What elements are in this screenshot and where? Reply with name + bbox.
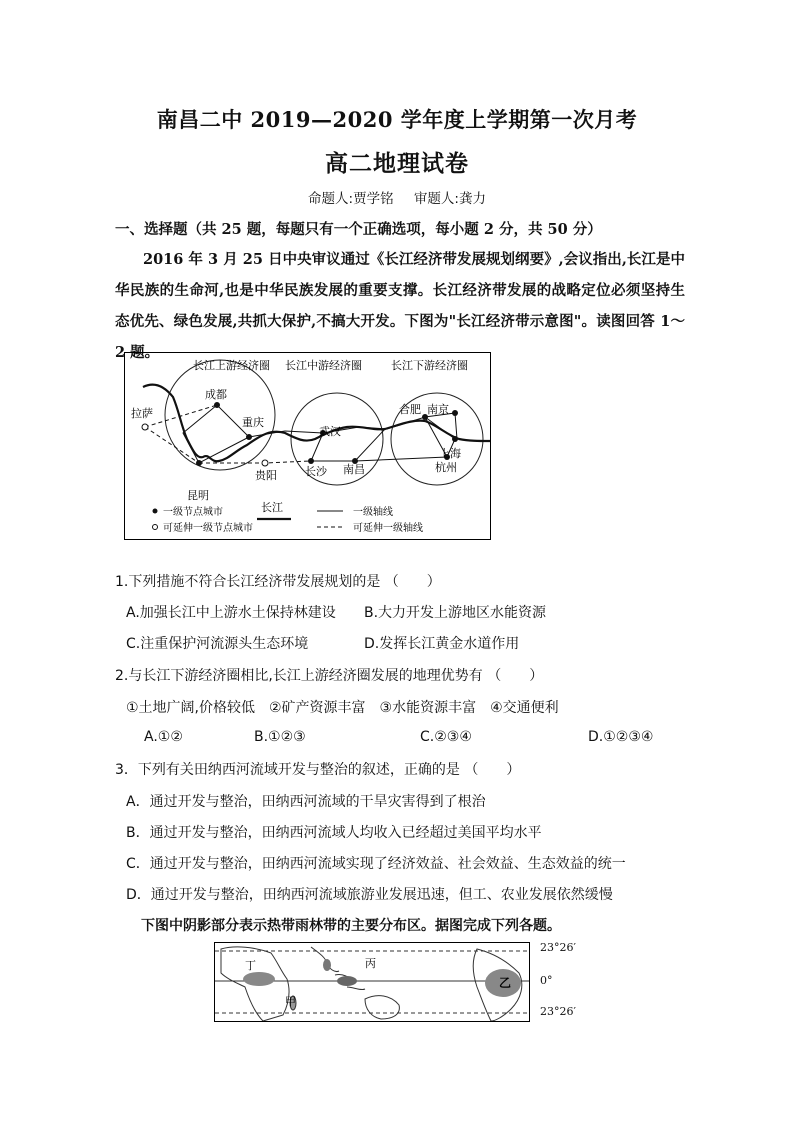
question-3-stem: 3．下列有关田纳西河流域开发与整治的叙述，正确的是 （ ） <box>115 762 521 778</box>
hefei-label: 合肥 <box>399 403 421 416</box>
kunming-label: 昆明 <box>187 489 209 502</box>
legend-river-label: 长江 <box>261 501 283 514</box>
lat-label-top: 23°26′ <box>540 941 576 954</box>
question-2-option-d: D.①②③④ <box>588 729 654 745</box>
se-asia-rainforest <box>337 976 357 986</box>
rainforest-intro: 下图中阴影部分表示热带雨林带的主要分布区。据图完成下列各题。 <box>141 918 561 934</box>
lasa-label: 拉萨 <box>131 407 153 420</box>
lat-label-bottom: 23°26′ <box>540 1005 576 1018</box>
question-3-option-d: D．通过开发与整治，田纳西河流域旅游业发展迅速，但工、农业发展依然缓慢 <box>126 887 613 903</box>
wuhan-label: 武汉 <box>319 425 341 438</box>
indochina-rainforest <box>323 959 331 971</box>
question-1-option-c: C.注重保护河流源头生态环境 <box>126 636 309 652</box>
legend-axis-label: 一级轴线 <box>353 507 393 518</box>
question-2-stem: 2.与长江下游经济圈相比,长江上游经济圈发展的地理优势有 （ ） <box>115 668 544 684</box>
section-heading: 一、选择题（共 25 题，每题只有一个正确选项，每小题 2 分，共 50 分） <box>115 221 602 238</box>
question-2-items: ①土地广阔,价格较低 ②矿产资源丰富 ③水能资源丰富 ④交通便利 <box>126 700 559 716</box>
question-2-option-a: A.①② <box>144 729 183 745</box>
label-yi: 乙 <box>499 976 512 990</box>
yangtze-map-svg <box>125 353 490 539</box>
upstream-zone-circle <box>165 360 275 470</box>
label-jia: 甲 <box>285 995 296 1008</box>
exam-title: 南昌二中 2019—2020 学年度上学期第一次月考 <box>156 107 638 132</box>
chongqing-node <box>246 434 252 440</box>
axis-line-sichuan <box>183 405 249 463</box>
question-1-option-d: D.发挥长江黄金水道作用 <box>364 636 520 652</box>
question-3-option-c: C．通过开发与整治，田纳西河流域实现了经济效益、社会效益、生态效益的统一 <box>126 856 626 872</box>
yangtze-economic-belt-map <box>124 352 491 540</box>
midstream-zone-label: 长江中游经济圈 <box>285 359 362 372</box>
chengdu-label: 成都 <box>205 388 227 401</box>
chongqing-label: 重庆 <box>242 416 264 429</box>
upstream-zone-label: 长江上游经济圈 <box>193 359 270 372</box>
nanjing-label: 南京 <box>427 403 449 416</box>
author-label: 命题人:贾学铭 <box>308 191 394 207</box>
guiyang-node <box>262 460 268 466</box>
lat-label-equator: 0° <box>540 974 553 987</box>
downstream-zone-label: 长江下游经济圈 <box>391 359 468 372</box>
kunming-node <box>196 460 202 466</box>
label-ding: 丁 <box>245 959 256 972</box>
question-1-option-b: B.大力开发上游地区水能资源 <box>364 605 547 621</box>
guiyang-label: 贵阳 <box>255 469 277 482</box>
legend-node-symbol <box>153 509 158 514</box>
legend-ext-axis-label: 可延伸一级轴线 <box>353 523 423 534</box>
chengdu-node <box>214 402 220 408</box>
question-3-option-b: B．通过开发与整治，田纳西河流域人均收入已经超过美国平均水平 <box>126 825 542 841</box>
legend-ext-node-label: 可延伸一级节点城市 <box>163 523 253 534</box>
legend-node-label: 一级节点城市 <box>163 507 223 518</box>
nanchang-label: 南昌 <box>343 463 365 476</box>
nanjing-node <box>452 410 458 416</box>
question-3-option-a: A．通过开发与整治，田纳西河流域的干旱灾害得到了根治 <box>126 794 486 810</box>
shanghai-node <box>452 436 458 442</box>
africa-rainforest <box>243 972 275 986</box>
axis-line-south <box>355 457 447 461</box>
changsha-label: 长沙 <box>305 465 327 478</box>
question-1-stem: 1.下列措施不符合长江经济带发展规划的是 （ ） <box>115 574 441 590</box>
lasa-node <box>142 424 148 430</box>
changsha-node <box>308 458 314 464</box>
hangzhou-label: 杭州 <box>435 461 457 474</box>
exam-subtitle: 高二地理试卷 <box>325 150 469 177</box>
question-2-option-b: B.①②③ <box>254 729 306 745</box>
authors-line <box>0 187 794 207</box>
label-bing: 丙 <box>365 957 376 970</box>
legend-ext-node-symbol <box>153 525 158 530</box>
intro-paragraph: 2016 年 3 月 25 日中央审议通过《长江经济带发展规划纲要》,会议指出,长江是中华民族的生命河,也是中华民族发展的重要支撑。长江经济带发展的战略定位必须坚持生态优先、绿色发展,共抓大保护,不搞大开发。下图为"长江经济带示意图"。读图回答 1～2 题。 <box>115 251 685 361</box>
reviewer-label: 审题人:龚力 <box>413 191 486 207</box>
rainforest-map-svg <box>215 943 529 1021</box>
australia-outline <box>365 996 399 1019</box>
shanghai-label: 上海 <box>439 447 461 460</box>
rainforest-map <box>214 942 530 1022</box>
question-2-option-c: C.②③④ <box>420 729 472 745</box>
question-1-option-a: A.加强长江中上游水土保持林建设 <box>126 605 336 621</box>
